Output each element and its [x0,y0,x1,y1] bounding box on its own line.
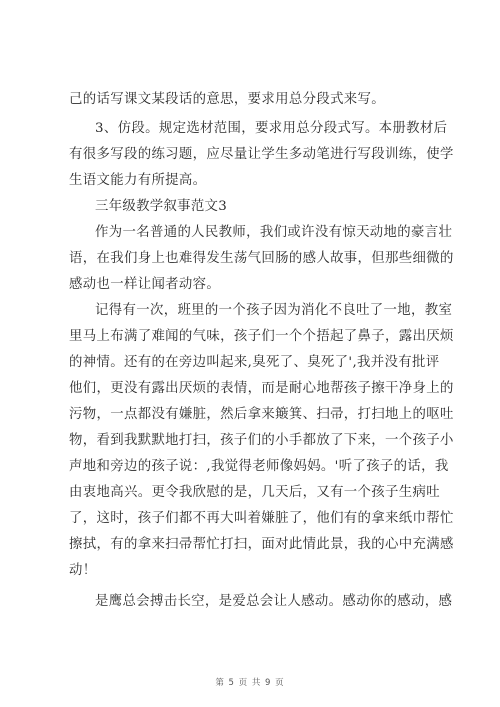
text-line: 生语文能力有所提高。 [69,173,207,188]
text-line: 语，在我们身上也难得发生荡气回肠的感人故事，但那些细微的 [69,251,454,266]
text-line: 作为一名普通的人民教师，我们或许没有惊天动地的豪言壮 [95,225,453,240]
text-line: 动！ [69,563,97,578]
text-line: 里马上布满了难闻的气味，孩子们一个个捂起了鼻子，露出厌烦 [69,329,454,344]
text-line: 己的话写课文某段话的意思，要求用总分段式来写。 [69,92,386,107]
text-line: 记得有一次，班里的一个孩子因为消化不良吐了一地，教室 [95,303,453,318]
text-line: 有很多写段的练习题，应尽量让学生多动笔进行写段训练，使学 [69,147,454,162]
text-line: 了，这时，孩子们都不再大叫着嫌脏了，他们有的拿来纸巾帮忙 [69,511,454,526]
text-line: 他们，更没有露出厌烦的表情，而是耐心地帮孩子擦干净身上的 [69,381,454,396]
text-line: 3、仿段。规定选材范围，要求用总分段式写。本册教材后 [95,121,448,136]
page-footer: 第 5 页 共 9 页 [215,678,285,688]
text-line: 污物，一点都没有嫌脏，然后拿来簸箕、扫帚，打扫地上的呕吐 [69,407,454,422]
text-line: 擦拭，有的拿来扫帚帮忙打扫，面对此情此景，我的心中充满感 [69,537,454,552]
text-line: 声地和旁边的孩子说：,我觉得老师像妈妈。'听了孩子的话，我 [69,459,449,474]
text-line: 的神情。还有的在旁边叫起来,臭死了、臭死了',我并没有批评 [69,355,440,370]
text-line: 物，看到我默默地打扫，孩子们的小手都放了下来，一个孩子小 [69,433,454,448]
text-line: 感动也一样让闻者动容。 [69,277,221,292]
text-line: 由衷地高兴。更令我欣慰的是，几天后，又有一个孩子生病吐 [69,485,440,500]
text-line: 是鹰总会搏击长空，是爱总会让人感动。感动你的感动，感 [95,594,453,609]
section-heading: 三年级教学叙事范文3 [95,199,228,214]
